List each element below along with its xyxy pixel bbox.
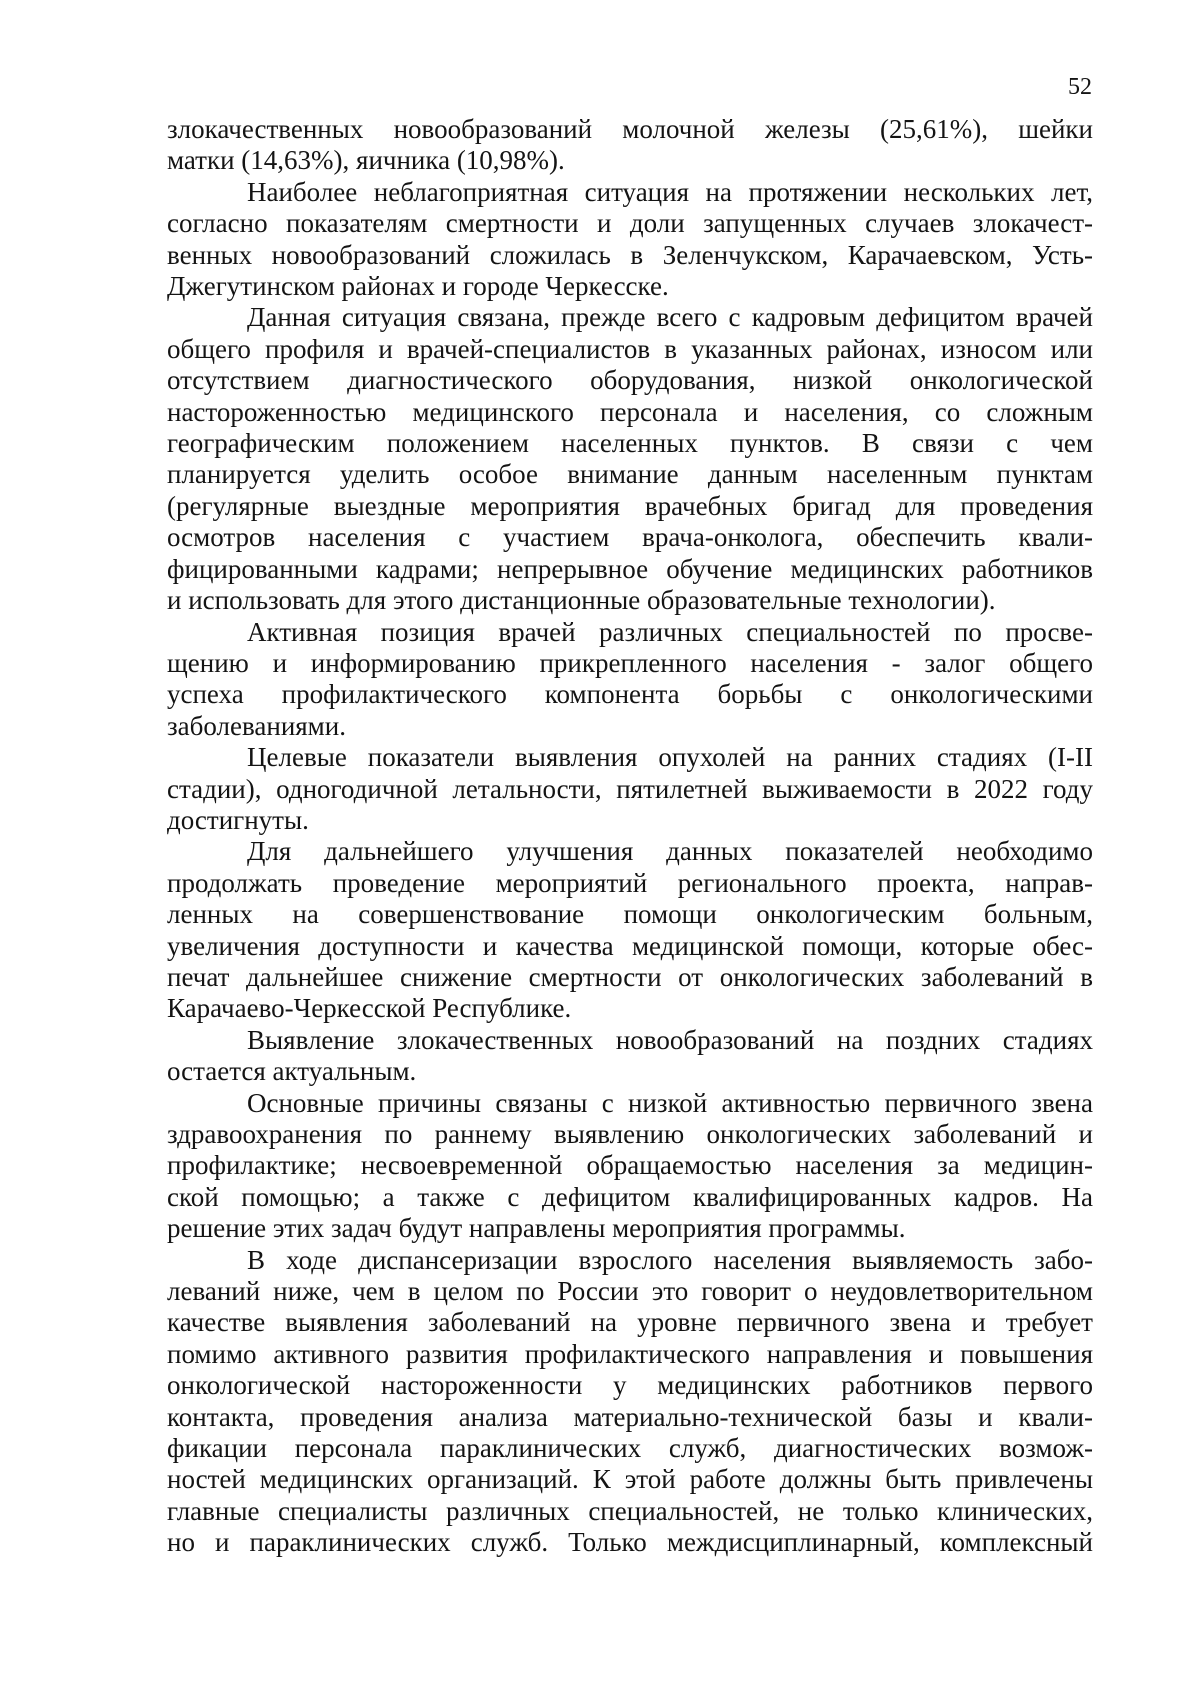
- paragraph: [167, 114, 1093, 177]
- text-line: но и параклинических служб. Только междисциплинарный, комплексный: [167, 1527, 1093, 1558]
- text-line: географическим положением населенных пунктов. В связи с чем: [167, 428, 1093, 459]
- text-line: фицированными кадрами; непрерывное обучение медицинских работников: [167, 553, 1093, 584]
- text-line: (регулярные выездные мероприятия врачебных бригад для проведения: [167, 490, 1093, 521]
- text-line: Для дальнейшего улучшения данных показателей необходимо: [247, 836, 1093, 867]
- text-line: Наиболее неблагоприятная ситуация на протяжении нескольких лет,: [247, 176, 1093, 207]
- text-line: Данная ситуация связана, прежде всего с кадровым дефицитом врачей: [247, 302, 1093, 333]
- text-line: онкологической настороженности у медицинских работников первого: [167, 1370, 1093, 1401]
- page-number: 52: [1068, 74, 1092, 100]
- text-line: матки (14,63%), яичника (10,98%).: [167, 145, 565, 176]
- text-line: печат дальнейшее снижение смертности от онкологических заболеваний в: [167, 961, 1093, 992]
- paragraph: [167, 177, 1093, 303]
- text-line: достигнуты.: [167, 804, 309, 835]
- paragraph: [167, 742, 1093, 836]
- text-line: Активная позиция врачей различных специальностей по просве-: [247, 616, 1093, 647]
- text-line: остается актуальным.: [167, 1056, 417, 1087]
- text-line: отсутствием диагностического оборудования, низкой онкологической: [167, 365, 1093, 396]
- paragraph: [167, 617, 1093, 743]
- paragraph: [167, 1088, 1093, 1245]
- text-line: Карачаево-Черкесской Республике.: [167, 993, 572, 1024]
- text-line: Основные причины связаны с низкой активностью первичного звена: [247, 1087, 1093, 1118]
- text-line: Джегутинском районах и городе Черкесске.: [167, 271, 669, 302]
- text-line: заболеваниями.: [167, 710, 346, 741]
- text-line: Целевые показатели выявления опухолей на ранних стадиях (I-II: [247, 742, 1093, 773]
- paragraph: [167, 302, 1093, 616]
- text-line: настороженностью медицинского персонала и населения, со сложным: [167, 396, 1093, 427]
- text-line: В ходе диспансеризации взрослого населения выявляемость забо-: [247, 1244, 1093, 1275]
- text-line: леваний ниже, чем в целом по России это говорит о неудовлетворительном: [167, 1276, 1093, 1307]
- text-line: контакта, проведения анализа материально-технической базы и квали-: [167, 1401, 1093, 1432]
- text-line: злокачественных новообразований молочной железы (25,61%), шейки: [167, 114, 1093, 144]
- text-line: осмотров населения с участием врача-онколога, обеспечить квали-: [167, 522, 1093, 553]
- text-line: планируется уделить особое внимание данным населенным пунктам: [167, 459, 1093, 490]
- text-line: качестве выявления заболеваний на уровне первичного звена и требует: [167, 1307, 1093, 1338]
- text-line: согласно показателям смертности и доли запущенных случаев злокачест-: [167, 208, 1093, 239]
- text-line: помимо активного развития профилактического направления и повышения: [167, 1338, 1093, 1369]
- text-line: решение этих задач будут направлены мероприятия программы.: [167, 1213, 906, 1244]
- text-line: фикации персонала параклинических служб, диагностических возмож-: [167, 1433, 1093, 1464]
- text-line: успеха профилактического компонента борьбы с онкологическими: [167, 679, 1093, 710]
- paragraph: [167, 836, 1093, 1024]
- paragraph: [167, 1025, 1093, 1088]
- text-line: здравоохранения по раннему выявлению онкологических заболеваний и: [167, 1119, 1093, 1149]
- text-line: ленных на совершенствование помощи онкологическим больным,: [167, 899, 1093, 930]
- text-line: продолжать проведение мероприятий регионального проекта, направ-: [167, 867, 1093, 898]
- paragraph: [167, 1245, 1093, 1559]
- text-line: ностей медицинских организаций. К этой работе должны быть привлечены: [167, 1464, 1093, 1495]
- text-line: и использовать для этого дистанционные образовательные технологии).: [167, 585, 996, 616]
- text-line: главные специалисты различных специальностей, не только клинических,: [167, 1495, 1093, 1526]
- text-line: стадии), одногодичной летальности, пятилетней выживаемости в 2022 году: [167, 773, 1093, 804]
- text-line: ской помощью; а также с дефицитом квалифицированных кадров. На: [167, 1181, 1093, 1212]
- text-line: общего профиля и врачей-специалистов в указанных районах, износом или: [167, 333, 1093, 364]
- text-line: профилактике; несвоевременной обращаемостью населения за медицин-: [167, 1150, 1093, 1181]
- text-line: Выявление злокачественных новообразований на поздних стадиях: [247, 1024, 1093, 1055]
- text-line: увеличения доступности и качества медицинской помощи, которые обес-: [167, 930, 1093, 961]
- text-line: венных новообразований сложилась в Зеленчукском, Карачаевском, Усть-: [167, 239, 1093, 270]
- document-body: [167, 114, 1093, 1559]
- text-line: щению и информированию прикрепленного населения - залог общего: [167, 647, 1093, 678]
